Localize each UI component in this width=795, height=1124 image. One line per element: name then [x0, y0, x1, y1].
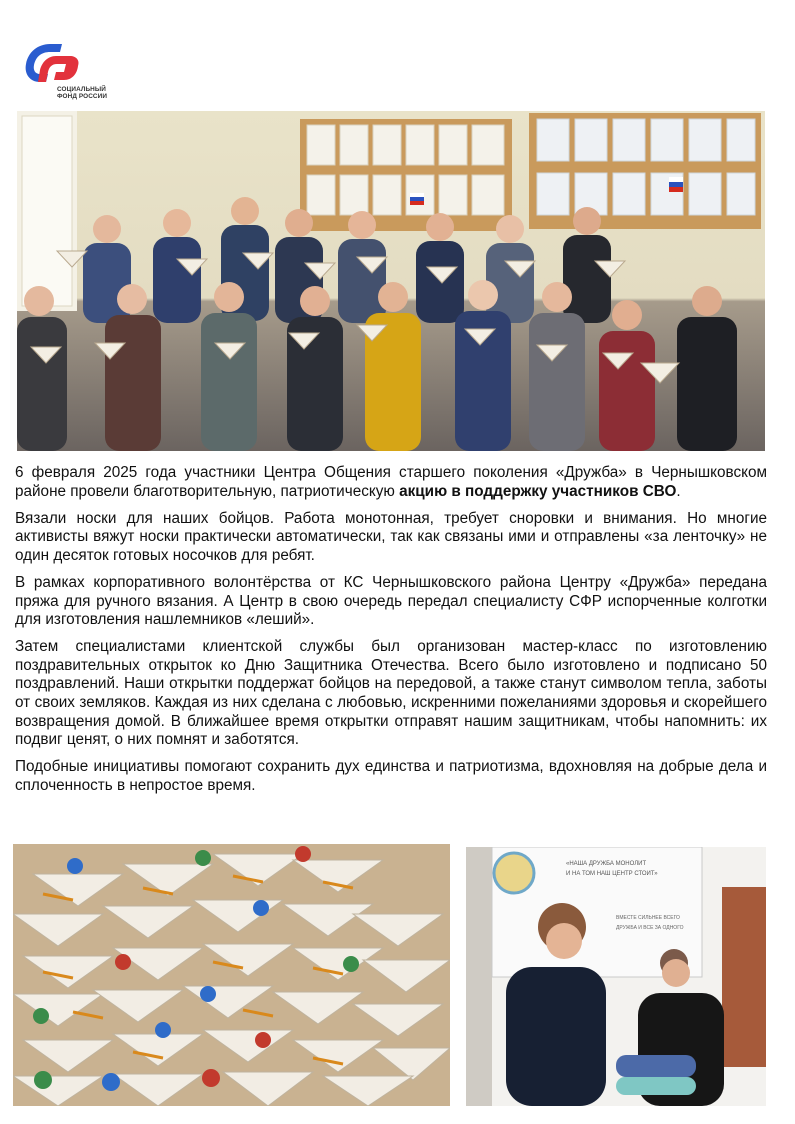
- handover-photo-illustration: [466, 847, 766, 1106]
- logo-line-2: ФОНД РОССИИ: [57, 93, 108, 101]
- group-photo-illustration: [17, 111, 765, 451]
- logo-line-1: СОЦИАЛЬНЫЙ: [57, 86, 106, 93]
- board-line-2: И НА ТОМ НАШ ЦЕНТР СТОИТ»: [566, 871, 658, 877]
- sfr-logo: [20, 38, 130, 104]
- board-line-3: ВМЕСТЕ СИЛЬНЕЕ ВСЕГО: [616, 915, 680, 921]
- article-paragraph-3: В рамках корпоративного волонтёрства от КС Чернышковского района Центру «Дружба» передана пряжа для ручного вязания. А Центр в свою очередь передал специалисту СФР испорченные колготки для изготовления нашлемников «леший».: [15, 573, 767, 629]
- article-paragraph-2: Вязали носки для наших бойцов. Работа монотонная, требует сноровки и внимания. Но многие активисты вяжут носки практически автоматически, так как связаны ими и отправлены «за ленточку» не один десяток готовых носочков для ребят.: [15, 509, 767, 564]
- logo-caption: [57, 86, 107, 100]
- article-body: [15, 464, 767, 804]
- group-photo: [17, 111, 765, 451]
- paragraph-1-text: 6 февраля 2025 года участники Центра Общения старшего поколения «Дружба» в Чернышковском районе провели благотворительную, патриотическую: [15, 464, 767, 500]
- sfr-logo-icon: [20, 38, 82, 88]
- article-paragraph-5: Подобные инициативы помогают сохранить дух единства и патриотизма, вдохновляя на добрые дела и сплоченность в непростое время.: [15, 758, 767, 794]
- cards-photo-illustration: [13, 844, 450, 1106]
- board-line-1: «НАША ДРУЖБА МОНОЛИТ: [566, 861, 647, 867]
- paragraph-1-bold: акцию в поддержку участников СВО: [399, 482, 677, 500]
- article-paragraph-1: [15, 464, 767, 501]
- cards-photo: [13, 844, 450, 1106]
- paragraph-1-end: .: [676, 482, 681, 500]
- handover-photo: [466, 847, 766, 1106]
- board-line-4: ДРУЖБА И ВСЕ ЗА ОДНОГО: [616, 925, 684, 931]
- article-paragraph-4: Затем специалистами клиентской службы был организован мастер-класс по изготовлению поздравительных открыток ко Дню Защитника Отечества. Всего было изготовлено и подписано 50 поздравлений. Наши открытки поддержат бойцов на передовой, а также станут символом тепла, заботы от своих земляков. Каждая из них сделана с любовью, искренними пожеланиями здоровья и скорейшего возвращения домой. В ближайшее время открытки отправят нашим защитникам, чтобы напомнить: их подвиг ценят, о них помнят и заботятся.: [15, 638, 767, 749]
